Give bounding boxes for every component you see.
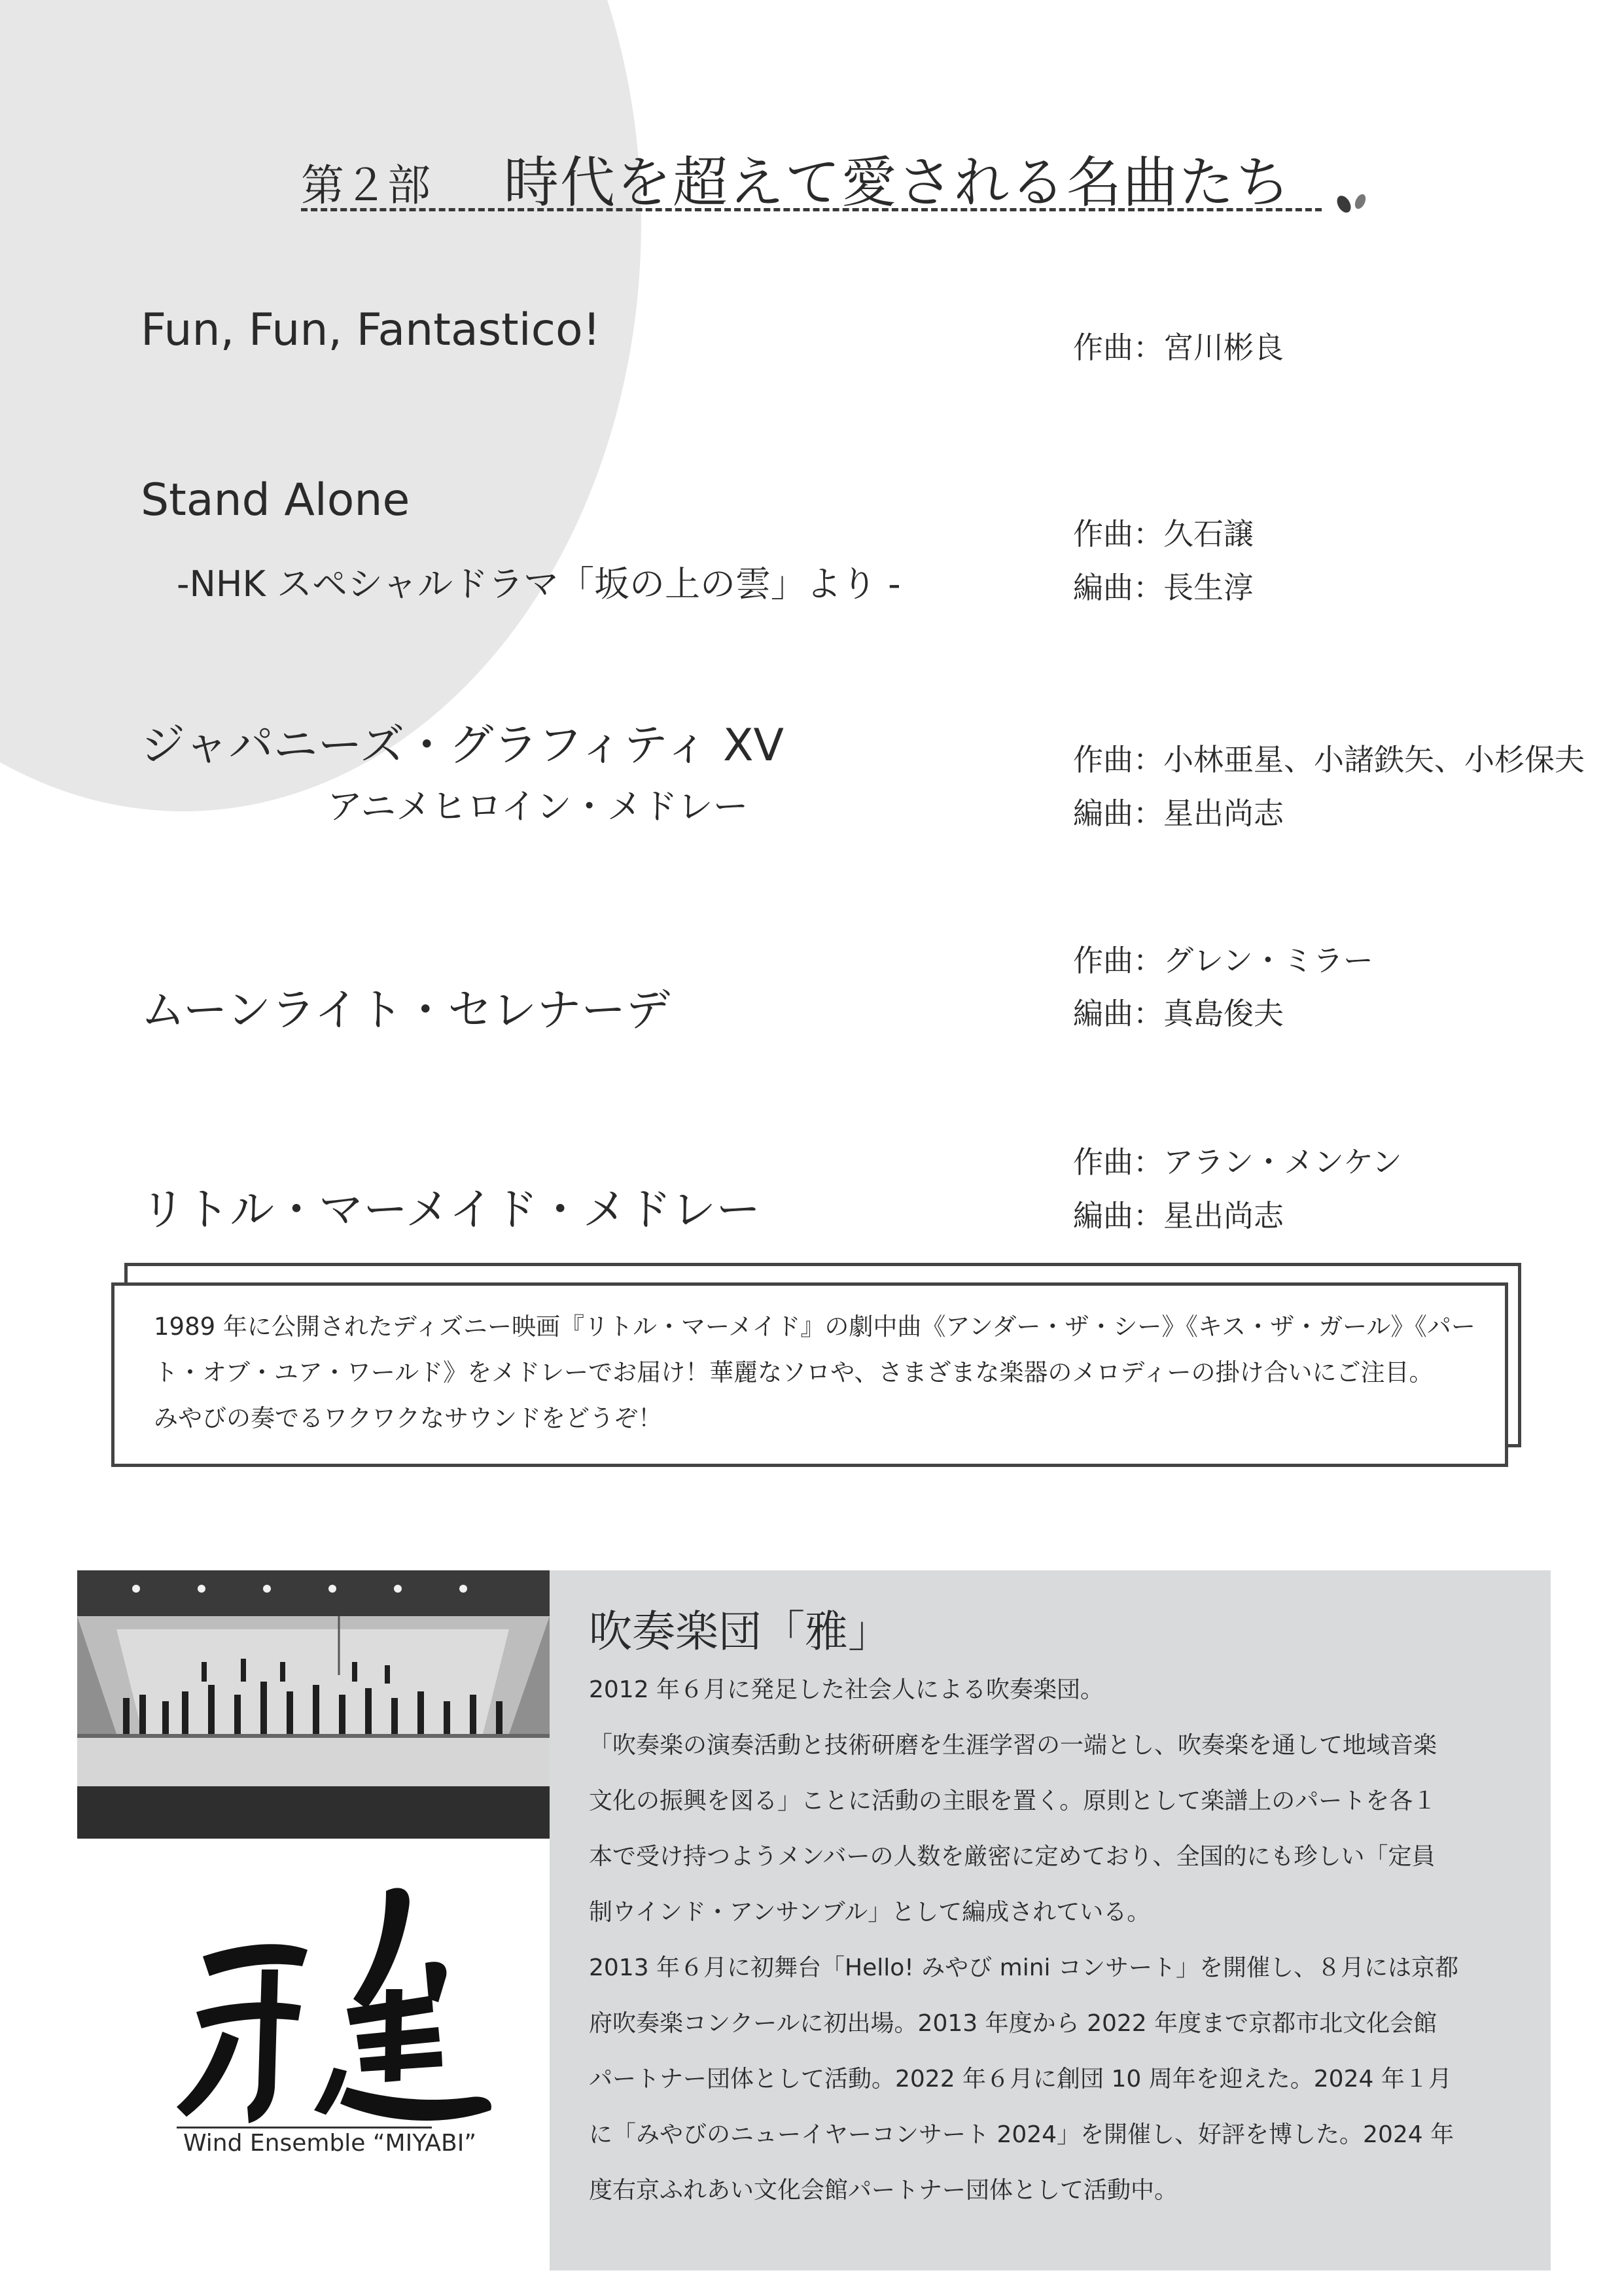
- note-line: みやびの奏でるワクワクなサウンドをどうぞ！: [154, 1404, 662, 1432]
- profile-line: 府吹奏楽コンクールに初出場。2013 年度から 2022 年度まで京都市北文化会館: [589, 2010, 1437, 2037]
- profile-line: 制ウインド・アンサンブル」として編成されている。: [589, 1899, 1151, 1926]
- piece-title: リトル・マーメイド・メドレー: [141, 1184, 761, 1236]
- piece-title: ムーンライト・セレナーデ: [141, 985, 671, 1036]
- piece-subtitle: アニメヒロイン・メドレー: [327, 786, 749, 827]
- background-circle: [0, 0, 641, 811]
- leaf-icon: [1334, 193, 1354, 215]
- logo-rule: [177, 2127, 432, 2128]
- profile-line: に「みやびのニューイヤーコンサート 2024」を開催し、好評を博した。2024 年: [589, 2121, 1455, 2148]
- composer-credit: 作曲：アラン・メンケン: [1073, 1144, 1402, 1180]
- arranger-credit: 編曲：真島俊夫: [1073, 996, 1284, 1031]
- composer-credit: 作曲：小林亜星、小諸鉄矢、小杉保夫: [1073, 742, 1585, 777]
- piece-title: ジャパニーズ・グラフィティ XV: [141, 720, 785, 771]
- part-title: 時代を超えて愛される名曲たち: [504, 150, 1292, 215]
- composer-credit: 作曲：グレン・ミラー: [1073, 943, 1373, 978]
- leaf-icon: [1353, 192, 1368, 211]
- profile-line: 度右京ふれあい文化会館パートナー団体として活動中。: [589, 2177, 1178, 2204]
- arranger-credit: 編曲：星出尚志: [1073, 796, 1284, 831]
- note-line: 1989 年に公開されたディズニー映画『リトル・マーメイド』の劇中曲《アンダー・ザ・シー》《キス・ザ・ガール》《パー: [154, 1313, 1475, 1341]
- profile-title: 吹奏楽団「雅」: [589, 1606, 891, 1657]
- profile-body: [589, 1662, 1518, 2218]
- composer-credit: 作曲：宮川彬良: [1073, 330, 1284, 365]
- miyabi-logo: [150, 1871, 517, 2146]
- profile-line: 「吹奏楽の演奏活動と技術研磨を生涯学習の一端とし、吹奏楽を通して地域音楽: [589, 1732, 1437, 1759]
- profile-line: パートナー団体として活動。2022 年６月に創団 10 周年を迎えた。2024 年１月: [589, 2066, 1452, 2093]
- note-line: ト・オブ・ユア・ワールド》をメドレーでお届け！華麗なソロや、さまざまな楽器のメロディーの掛け合いにご注目。: [154, 1358, 1434, 1386]
- profile-line: 2012 年６月に発足した社会人による吹奏楽団。: [589, 1676, 1104, 1703]
- profile-panel: [550, 1570, 1551, 2270]
- part-label: 第２部: [301, 160, 431, 211]
- piece-title: Stand Alone: [141, 474, 410, 526]
- profile-line: 2013 年６月に初舞台「Hello! みやび mini コンサート」を開催し、８月には京都: [589, 1954, 1458, 1981]
- profile-line: 本で受け持つようメンバーの人数を厳密に定めており、全国的にも珍しい「定員: [589, 1843, 1436, 1870]
- note-box: [111, 1282, 1508, 1467]
- arranger-credit: 編曲：長生淳: [1073, 570, 1254, 605]
- logo-caption: Wind Ensemble “MIYABI”: [183, 2130, 477, 2157]
- composer-credit: 作曲：久石譲: [1073, 516, 1254, 552]
- band-photo: [77, 1570, 550, 1839]
- arranger-credit: 編曲：星出尚志: [1073, 1198, 1284, 1233]
- piece-subtitle: -NHK スペシャルドラマ「坂の上の雲」より -: [177, 563, 901, 605]
- profile-line: 文化の振興を図る」ことに活動の主眼を置く。原則として楽譜上のパートを各１: [589, 1788, 1437, 1814]
- piece-title: Fun, Fun, Fantastico!: [141, 304, 601, 356]
- note-text: [154, 1304, 1475, 1441]
- part-header: [301, 131, 1374, 222]
- header-dashed-rule: [301, 208, 1322, 211]
